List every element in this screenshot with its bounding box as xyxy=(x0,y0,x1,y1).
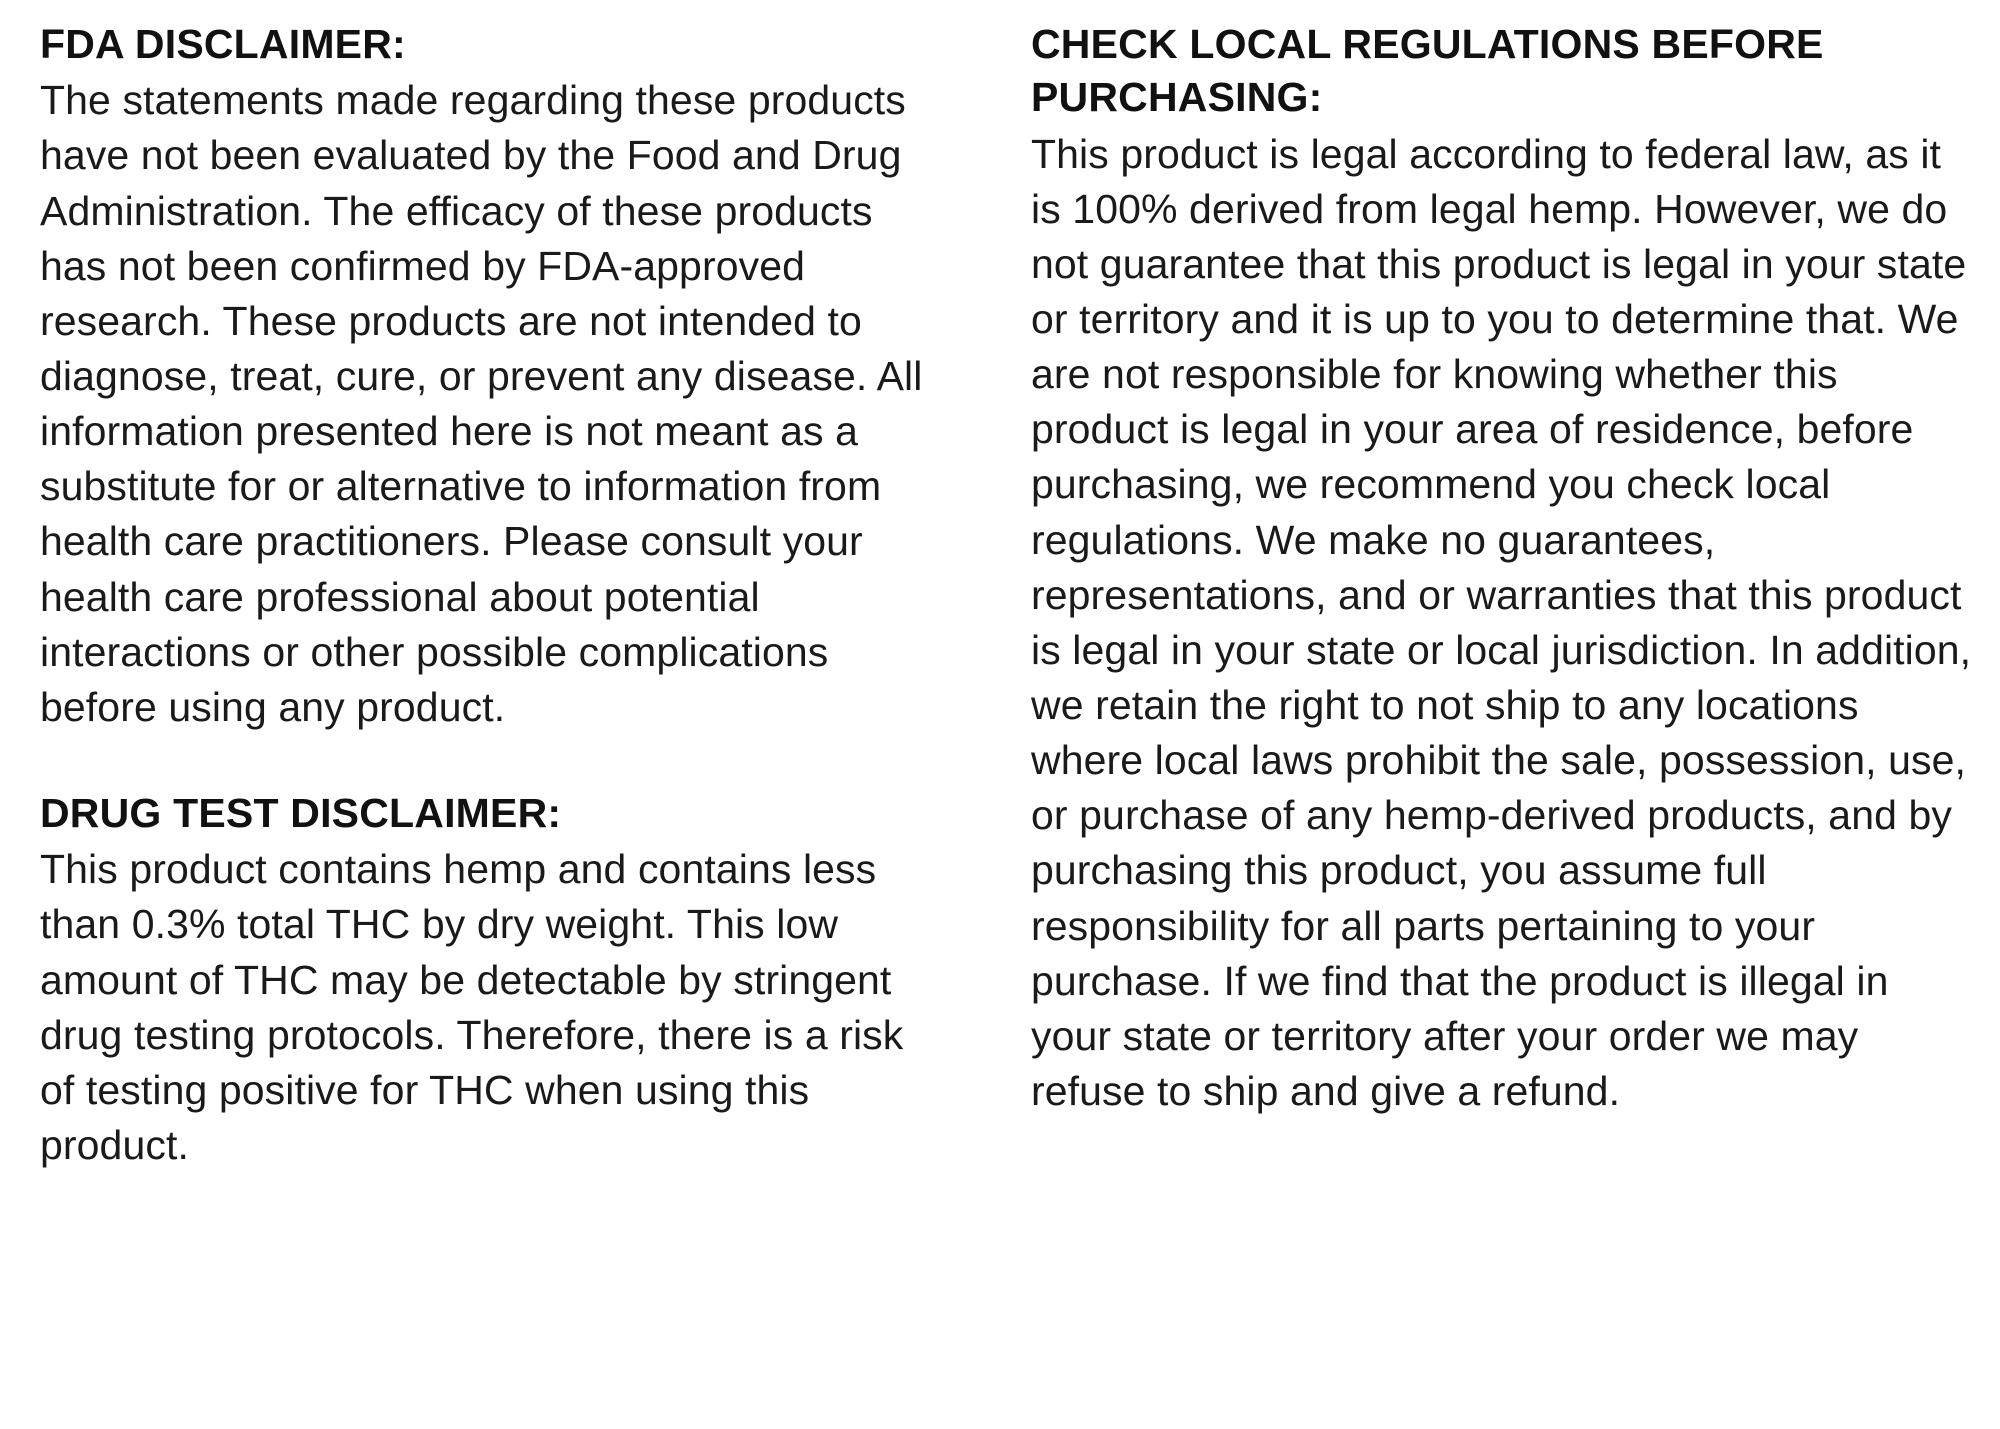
drug-test-disclaimer-text: This product contains hemp and contains less than 0.3% total THC by dry weight. This low amount of THC may be detectable by stringent drug testing protocols. Therefore, there is a risk of testing positive for THC when using this product. xyxy=(40,846,904,1168)
fda-disclaimer-heading: FDA DISCLAIMER: xyxy=(40,21,406,67)
right-column xyxy=(1031,18,1976,1119)
check-local-regulations-text: This product is legal according to federal law, as it is 100% derived from legal hemp. However, we do not guarantee that this product is legal in your state or territory and it is up to you to determine that. We are not responsible for knowing whether this product is legal in your area of residence, before purchasing, we recommend you check local regulations. We make no guarantees, representations, and or warranties that this product is legal in your state or local jurisdiction. In addition, we retain the right to not ship to any locations where local laws prohibit the sale, possession, use, or purchase of any hemp-derived products, and by purchasing this product, you assume full responsibility for all parts pertaining to your purchase. If we find that the product is illegal in your state or territory after your order we may refuse to ship and give a refund. xyxy=(1031,130,1972,1114)
left-column xyxy=(40,18,945,1173)
check-local-regulations-block xyxy=(1031,18,1976,1119)
fda-disclaimer-text: The statements made regarding these products have not been evaluated by the Food and Drug Administration. The efficacy of these products has not been confirmed by FDA-approved research. These products are not intended to diagnose, treat, cure, or prevent any disease. All information presented here is not meant as a substitute for or alternative to information from health care practitioners. Please consult your health care professional about potential interactions or other possible complications before using any product. xyxy=(40,77,923,730)
drug-test-disclaimer-heading: DRUG TEST DISCLAIMER: xyxy=(40,789,562,836)
fda-disclaimer-block xyxy=(40,18,945,735)
drug-test-disclaimer-block xyxy=(40,787,945,1173)
check-local-regulations-heading: CHECK LOCAL REGULATIONS BEFORE PURCHASING: xyxy=(1031,21,1824,121)
